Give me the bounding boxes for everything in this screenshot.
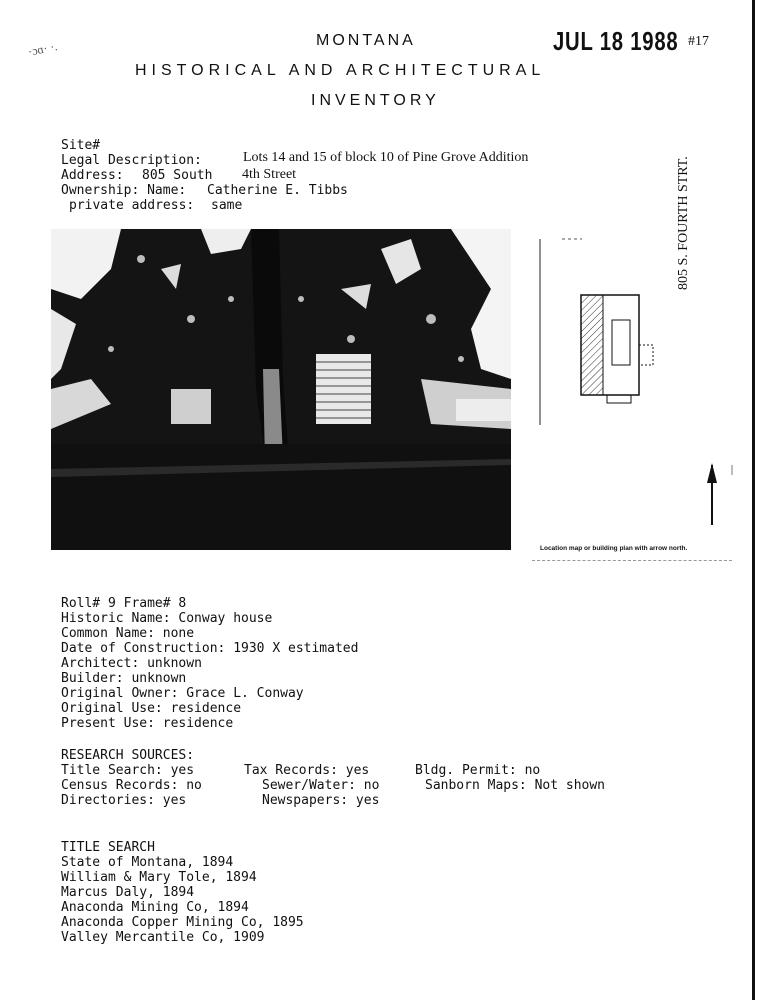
common-name-row <box>61 626 358 641</box>
present-use-value: residence <box>162 716 234 731</box>
legal-description-value: Lots 14 and 15 of block 10 of Pine Grove Addition <box>243 150 529 165</box>
research-directories: Directories: yes <box>61 793 187 808</box>
builder-label: Builder: <box>61 671 124 686</box>
original-owner-row <box>61 686 358 701</box>
historic-name-label: Historic Name: <box>61 611 171 626</box>
header-title-line-2: HISTORICAL AND ARCHITECTURAL <box>135 62 546 79</box>
roll-frame-row <box>61 596 358 611</box>
ownership-value: Catherine E. Tibbs <box>207 183 348 198</box>
page-number-mark: #17 <box>688 34 709 49</box>
list-item: Marcus Daly, 1894 <box>61 885 195 900</box>
list-item: State of Montana, 1894 <box>61 855 234 870</box>
historic-name-value: Conway house <box>178 611 273 626</box>
construction-date-note: X estimated <box>272 641 359 656</box>
original-use-row <box>61 701 358 716</box>
architect-row <box>61 656 358 671</box>
map-dashed-rule <box>532 560 732 561</box>
construction-date-label: Date of Construction: <box>61 641 226 656</box>
list-item: Anaconda Copper Mining Co, 1895 <box>61 915 304 930</box>
research-sanborn: Sanborn Maps: Not shown <box>425 778 606 793</box>
location-map <box>532 225 737 565</box>
legal-description-label: Legal Description: <box>61 153 202 168</box>
list-item: Valley Mercantile Co, 1909 <box>61 930 265 945</box>
map-street-label: 805 S. FOURTH STRT. <box>676 156 691 290</box>
research-heading: RESEARCH SOURCES: <box>61 748 195 763</box>
common-name-value: none <box>162 626 195 641</box>
title-search-list <box>61 855 304 945</box>
map-caption: Location map or building plan with arrow north. <box>540 545 688 552</box>
present-use-label: Present Use: <box>61 716 155 731</box>
architect-label: Architect: <box>61 656 140 671</box>
construction-date-row <box>61 641 358 656</box>
common-name-label: Common Name: <box>61 626 155 641</box>
ownership-label: Ownership: Name: <box>61 183 187 198</box>
original-use-value: residence <box>170 701 242 716</box>
address-label: Address: <box>61 168 124 183</box>
construction-date-value: 1930 <box>233 641 265 656</box>
research-title-search: Title Search: yes <box>61 763 195 778</box>
header-title-line-1: MONTANA <box>316 32 416 49</box>
date-stamp: JUL 18 1988 <box>553 26 679 56</box>
original-use-label: Original Use: <box>61 701 163 716</box>
research-bldg-permit: Bldg. Permit: no <box>415 763 541 778</box>
page-right-border <box>752 0 755 1000</box>
private-address-value: same <box>211 198 243 213</box>
research-sewer: Sewer/Water: no <box>262 778 380 793</box>
header-title-line-3: INVENTORY <box>311 92 440 109</box>
present-use-row <box>61 716 358 731</box>
roll-label: Roll# <box>61 596 101 611</box>
house-photo-illustration <box>51 229 511 550</box>
title-search-heading: TITLE SEARCH <box>61 840 155 855</box>
research-census: Census Records: no <box>61 778 202 793</box>
list-item: William & Mary Tole, 1894 <box>61 870 257 885</box>
frame-label: Frame# <box>123 596 171 611</box>
frame-value: 8 <box>178 596 187 611</box>
private-address-label: private address: <box>69 198 195 213</box>
original-owner-label: Original Owner: <box>61 686 179 701</box>
original-owner-value: Grace L. Conway <box>186 686 304 701</box>
building-plan-drawing <box>532 225 737 565</box>
address-street: 4th Street <box>242 167 297 182</box>
house-photograph <box>51 229 511 550</box>
builder-value: unknown <box>131 671 187 686</box>
list-item: Anaconda Mining Co, 1894 <box>61 900 249 915</box>
address-value: 805 South <box>142 168 213 183</box>
research-tax-records: Tax Records: yes <box>244 763 370 778</box>
research-newspapers: Newspapers: yes <box>262 793 380 808</box>
scribble-mark: ·ɔɑ· ·. <box>26 39 59 59</box>
building-details <box>61 596 358 731</box>
architect-value: unknown <box>147 656 202 671</box>
site-label: Site# <box>61 138 101 153</box>
builder-row <box>61 671 358 686</box>
historic-name-row <box>61 611 358 626</box>
roll-value: 9 <box>107 596 116 611</box>
